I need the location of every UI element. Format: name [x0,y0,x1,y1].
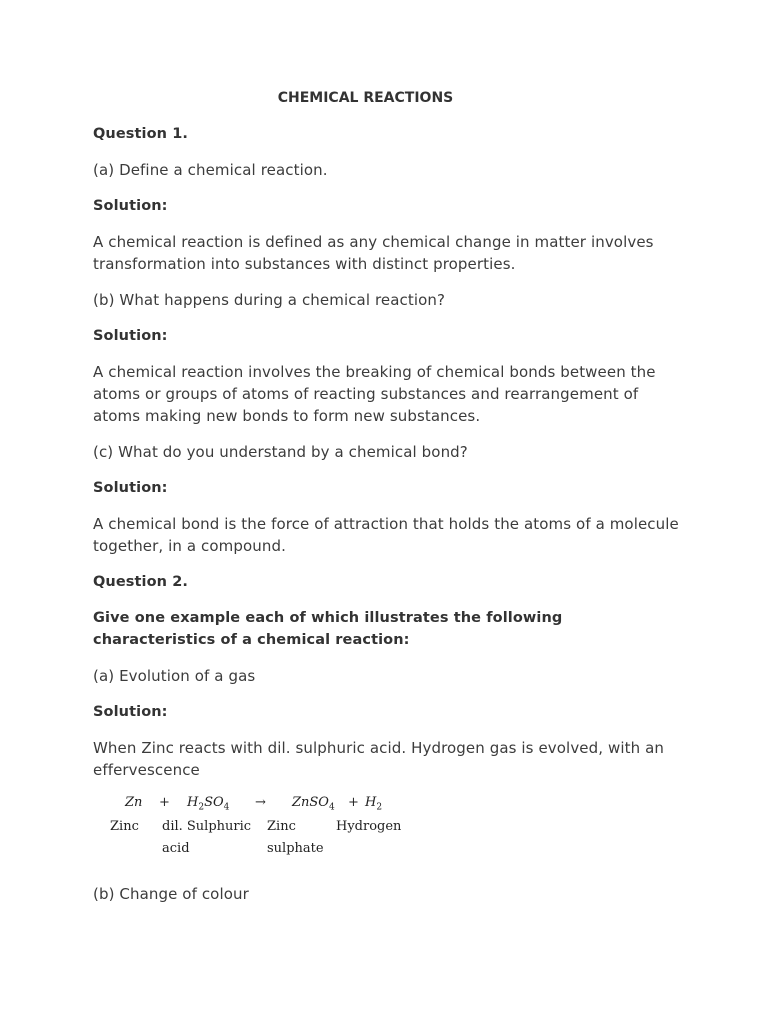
document-page [93,88,683,919]
equation-reactant-sulphuric-acid: $H_2SO_4$ [187,795,230,813]
question-1a-text: (a) Define a chemical reaction. [93,161,328,179]
question-1a-answer: A chemical reaction is defined as any chemical change in matter involves transformation into substances with distinct properties. [93,233,654,273]
equation-label-sulphuric: dil. Sulphuric [162,819,252,834]
solution-label: Solution: [93,198,168,214]
question-2-heading: Question 2. [93,574,189,590]
equation-label-sulphate: sulphate [267,841,324,856]
question-1c-text: (c) What do you understand by a chemical bond? [93,443,468,461]
question-1c-answer: A chemical bond is the force of attraction that holds the atoms of a molecule together, in a compound. [93,515,679,555]
question-1b-text: (b) What happens during a chemical reaction? [93,291,446,309]
question-1b-answer: A chemical reaction involves the breaking of chemical bonds between the atoms or groups of atoms of reacting substances and rearrangement of atoms making new bonds to form new substances. [93,363,656,425]
equation-arrow: → [255,795,266,810]
question-2-prompt: Give one example each of which illustrates the following characteristics of a chemical reaction: [93,610,563,648]
question-1-heading: Question 1. [93,126,189,142]
equation-plus: + [348,795,359,810]
solution-label: Solution: [93,328,168,344]
question-2a-answer: When Zinc reacts with dil. sulphuric acid. Hydrogen gas is evolved, with an effervescence [93,739,664,779]
equation-reactant-zinc: Zn [125,795,143,810]
equation-plus: + [159,795,170,810]
chemical-equation [93,795,683,863]
equation-label-zinc-product: Zinc [267,819,296,834]
solution-label: Solution: [93,704,168,720]
equation-label-zinc: Zinc [110,819,139,834]
solution-label: Solution: [93,480,168,496]
page-title: CHEMICAL REACTIONS [277,90,454,106]
equation-label-hydrogen: Hydrogen [336,819,402,834]
equation-product-hydrogen: $H_2$ [365,795,383,813]
equation-product-zinc-sulphate: ZnSO$_4$ [292,795,335,813]
equation-label-acid: acid [162,841,190,856]
question-2a-text: (a) Evolution of a gas [93,667,256,685]
question-2b-text: (b) Change of colour [93,885,249,903]
